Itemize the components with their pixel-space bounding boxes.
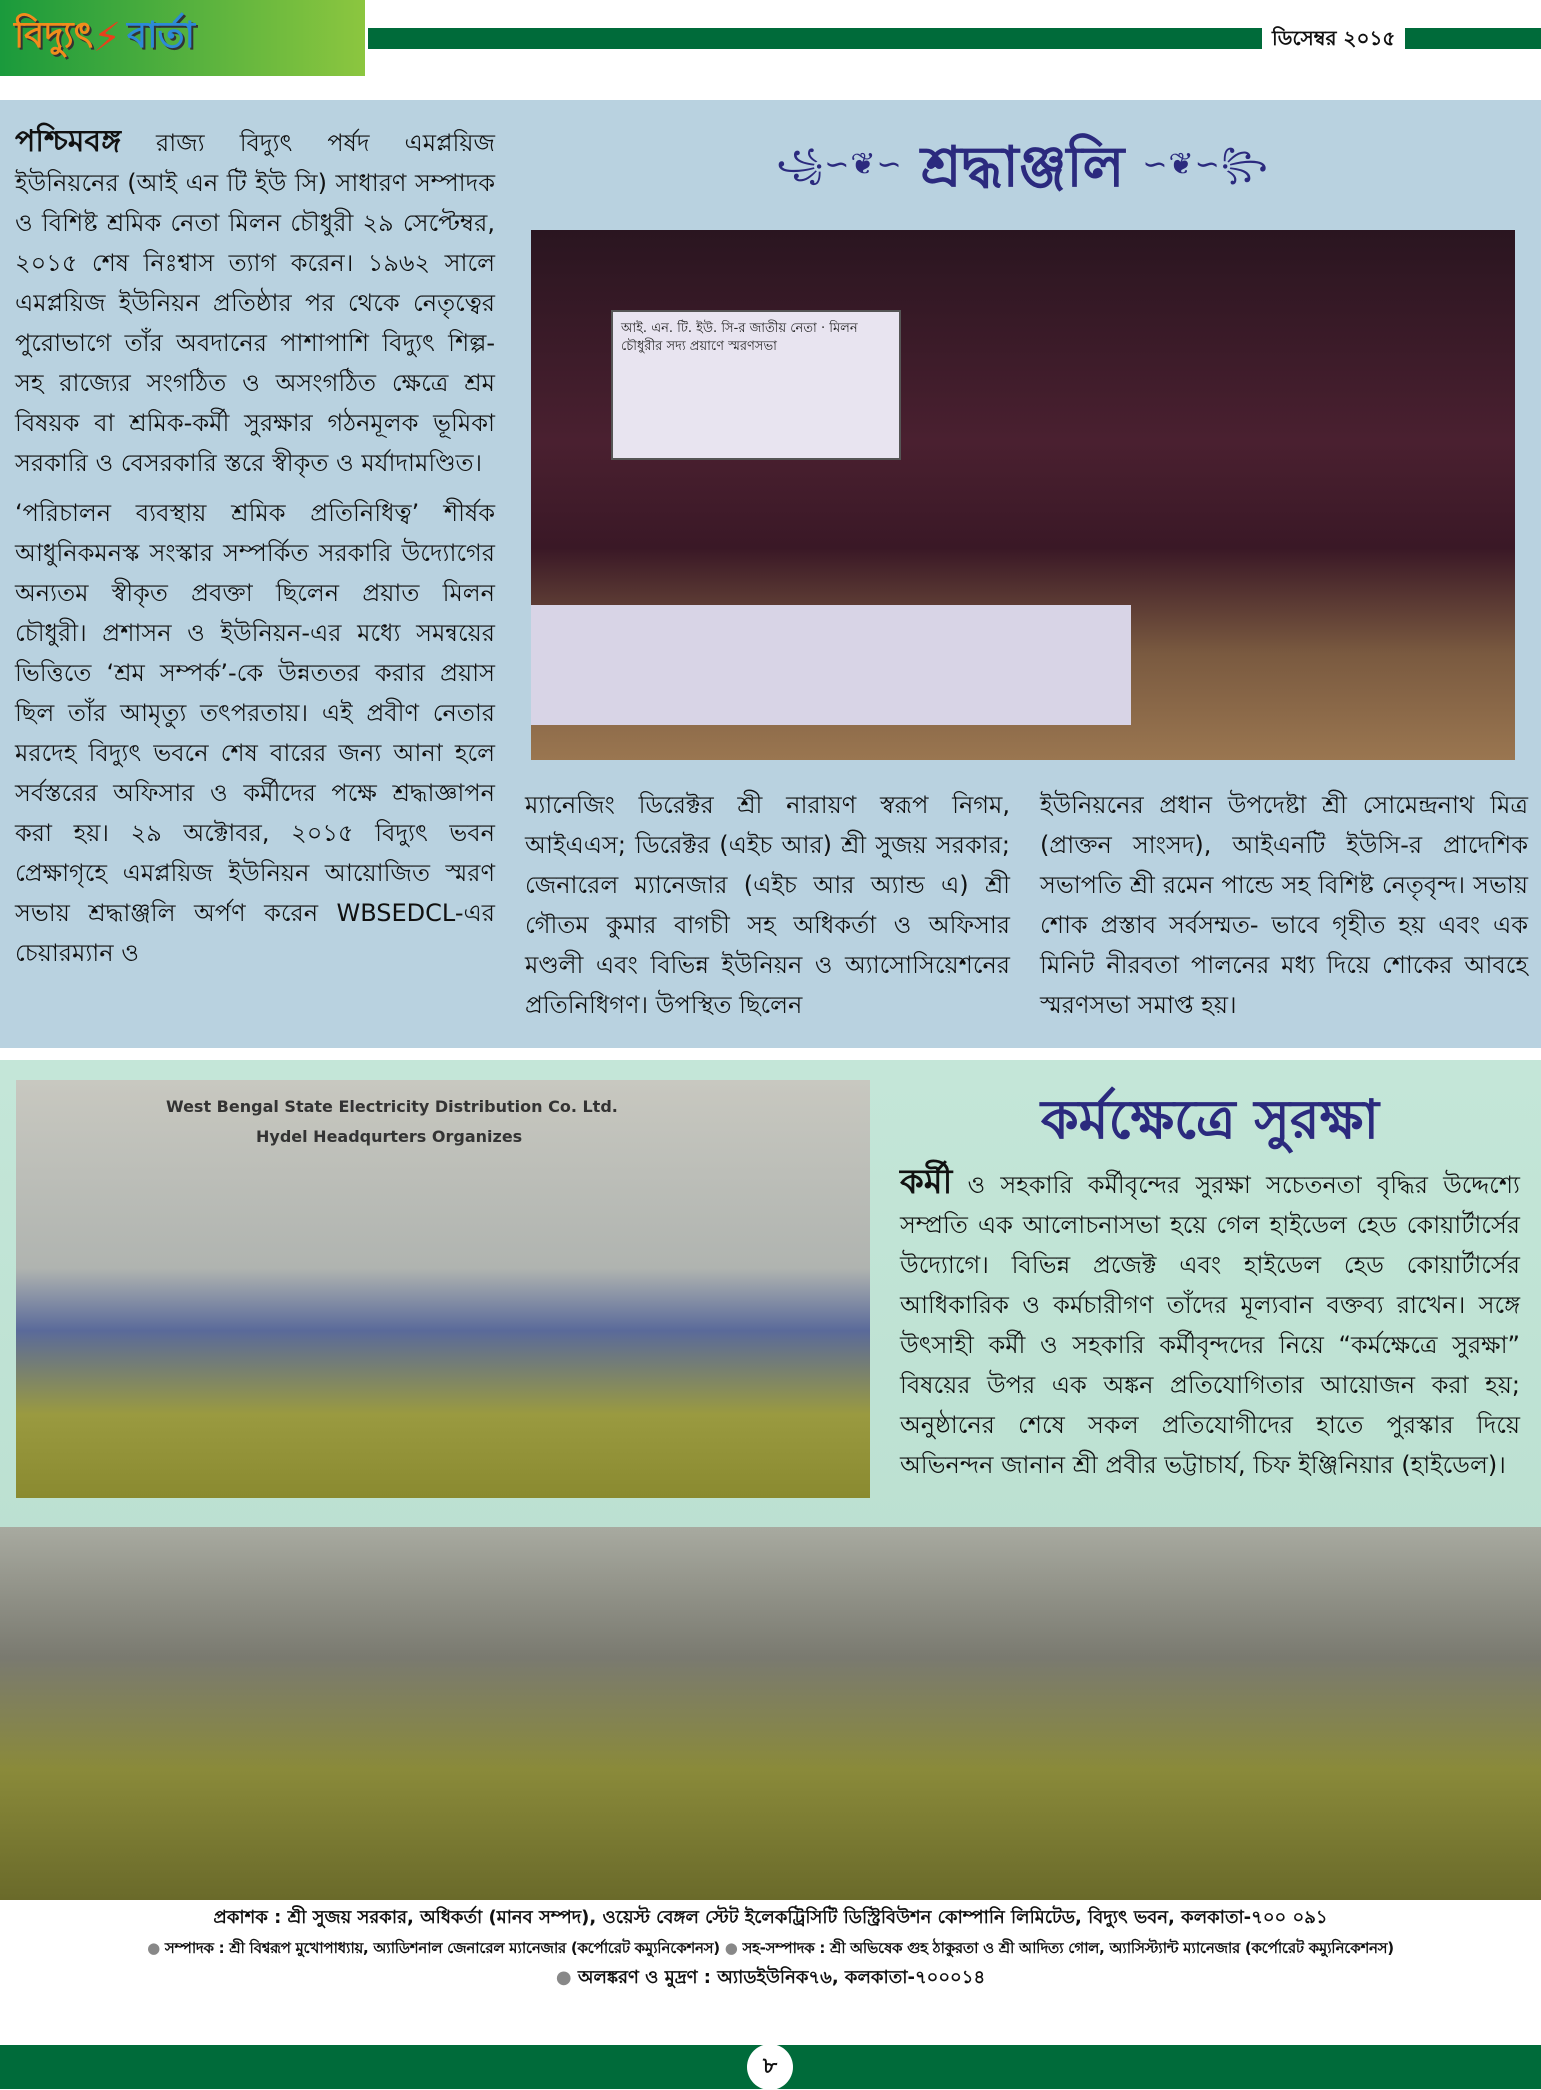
lead-word: কর্মী — [900, 1162, 953, 1202]
photo-banner: আই. এন. টি. ইউ. সি-র জাতীয় নেতা · মিলন চৌধুরীর সদ্য প্রয়াণে স্মরণসভা — [611, 310, 901, 460]
logo-text-left: বিদ্যুৎ — [14, 15, 93, 56]
paragraph-text: ও সহকারি কর্মীবৃন্দের সুরক্ষা সচেতনতা বৃদ্ধির উদ্দেশ্যে সম্প্রতি এক আলোচনাসভা হয়ে গেল হাইডেল হেড কোয়ার্টার্সের উদ্যোগে। বিভিন্ন প্রজেক্ট এবং হাইডেল হেড কোয়ার্টার্সের আধিকারিক ও কর্মচারীগণ তাঁদের মূল্যবান বক্তব্য রাখেন। সঙ্গে উৎসাহী কর্মী ও সহকারি কর্মীবৃন্দদের নিয়ে “কর্মক্ষেত্রে সুরক্ষা” বিষয়ের উপর এক অঙ্কন প্রতিযোগিতার আয়োজন করা হয়; অনুষ্ঠানের শেষে সকল প্রতিযোগীদের হাতে পুরস্কার দিয়ে অভিনন্দন জানান শ্রী প্রবীর ভট্টাচার্য, চিফ ইঞ্জিনিয়ার (হাইডেল)। — [900, 1171, 1520, 1479]
printer-line — [6, 1963, 1535, 1993]
safety-meeting-photo — [16, 1080, 870, 1498]
title-text: শ্রদ্ধাঞ্জলি — [920, 135, 1125, 200]
tribute-column-1 — [15, 122, 495, 983]
newsletter-logo — [0, 0, 365, 76]
editor-text: সম্পাদক : শ্রী বিশ্বরূপ মুখোপাধ্যায়, অ্যাডিশনাল জেনারেল ম্যানেজার (কর্পোরেট কম্যুনিকেশনস) — [164, 1939, 720, 1957]
bullet-icon: ● — [555, 1967, 572, 1988]
tribute-paragraph-1 — [15, 122, 495, 483]
lead-word: পশ্চিমবঙ্গ — [15, 124, 121, 159]
sign-line-2: Hydel Headqurters Organizes — [256, 1127, 523, 1146]
editors-line — [6, 1933, 1535, 1963]
memorial-meeting-photo — [531, 230, 1515, 760]
tribute-column-3: ইউনিয়নের প্রধান উপদেষ্টা শ্রী সোমেন্দ্রনাথ মিত্র (প্রাক্তন সাংসদ), আইএনটি ইউসি-র প্রাদেশিক সভাপতি শ্রী রমেন পান্ডে সহ বিশিষ্ট নেতৃবৃন্দ। সভায় শোক প্রস্তাব সর্বসম্মত- ভাবে গৃহীত হয় এবং এক মিনিট নীরবতা পালনের মধ্য দিয়ে শোকের আবহে স্মরণসভা সমাপ্ত হয়। — [1040, 791, 1528, 1019]
safety-title: কর্মক্ষেত্রে সুরক্ষা — [1040, 1088, 1380, 1151]
tribute-title — [530, 128, 1515, 214]
lightning-icon: ⚡ — [92, 15, 122, 61]
safety-article — [900, 1162, 1520, 1485]
ornament-left-icon: ꧁∽❦∽ — [776, 146, 903, 182]
sign-line-1: West Bengal State Electricity Distribution Co. Ltd. — [166, 1097, 618, 1116]
issue-date: ডিসেম্বর ২০১৫ — [1262, 20, 1405, 56]
publisher-line: প্রকাশক : শ্রী সুজয় সরকার, অধিকর্তা (মানব সম্পদ), ওয়েস্ট বেঙ্গল স্টেট ইলেকট্রিসিটি ডিস্ট্রিবিউশন কোম্পানি লিমিটেড, বিদ্যুৎ ভবন, কলকাতা-৭০০ ০৯১ — [213, 1907, 1328, 1928]
page-number: ৮ — [747, 2044, 793, 2090]
photo-table — [531, 605, 1131, 725]
photo-sign — [166, 1092, 726, 1152]
co-editor-text: সহ-সম্পাদক : শ্রী অভিষেক গুহ ঠাকুরতা ও শ্রী আদিত্য গোল, অ্যাসিস্ট্যান্ট ম্যানেজার (কর্পোরেট কম্যুনিকেশনস) — [742, 1939, 1394, 1957]
imprint — [0, 1903, 1541, 1993]
printer-text: অলঙ্করণ ও মুদ্রণ : অ্যাডইউনিক৭৬, কলকাতা-৭০০০১৪ — [577, 1967, 986, 1988]
tribute-paragraph-2: ‘পরিচালন ব্যবস্থায় শ্রমিক প্রতিনিধিত্ব’ শীর্ষক আধুনিকমনস্ক সংস্কার সম্পর্কিত সরকারি উদ্যোগের অন্যতম স্বীকৃত প্রবক্তা ছিলেন প্রয়াত মিলন চৌধুরী। প্রশাসন ও ইউনিয়ন-এর মধ্যে সমন্বয়ের ভিত্তিতে ‘শ্রম সম্পর্ক’-কে উন্নততর করার প্রয়াস ছিল তাঁর আমৃত্যু তৎপরতায়। এই প্রবীণ নেতার মরদেহ বিদ্যুৎ ভবনে শেষ বারের জন্য আনা হলে সর্বস্তরের অফিসার ও কর্মীদের পক্ষে শ্রদ্ধাজ্ঞাপন করা হয়। ২৯ অক্টোবর, ২০১৫ বিদ্যুৎ ভবন প্রেক্ষাগৃহে এমপ্লয়িজ ইউনিয়ন আয়োজিত স্মরণ সভায় শ্রদ্ধাঞ্জলি অর্পণ করেন WBSEDCL-এর চেয়ারম্যান ও — [15, 499, 495, 967]
bullet-icon: ● — [147, 1939, 160, 1957]
safety-group-photo — [0, 1527, 1541, 1900]
tribute-column-2: ম্যানেজিং ডিরেক্টর শ্রী নারায়ণ স্বরূপ নিগম, আইএএস; ডিরেক্টর (এইচ আর) শ্রী সুজয় সরকার; জেনারেল ম্যানেজার (এইচ আর অ্যান্ড এ) শ্রী গৌতম কুমার বাগচী সহ অধিকর্তা ও অফিসার মণ্ডলী এবং বিভিন্ন ইউনিয়ন ও অ্যাসোসিয়েশনের প্রতিনিধিগণ। উপস্থিত ছিলেন — [525, 791, 1010, 1019]
ornament-right-icon: ∽❦∽꧂ — [1142, 146, 1269, 182]
bullet-icon: ● — [724, 1939, 738, 1957]
logo-text-right: বার্তা — [127, 15, 195, 56]
paragraph-text: রাজ্য বিদ্যুৎ পর্ষদ এমপ্লয়িজ ইউনিয়নের (আই এন টি ইউ সি) সাধারণ সম্পাদক ও বিশিষ্ট শ্রমিক নেতা মিলন চৌধুরী ২৯ সেপ্টেম্বর, ২০১৫ শেষ নিঃশ্বাস ত্যাগ করেন। ১৯৬২ সালে এমপ্লয়িজ ইউনিয়ন প্রতিষ্ঠার পর থেকে নেতৃত্বের পুরোভাগে তাঁর অবদানের পাশাপাশি বিদ্যুৎ শিল্প-সহ রাজ্যের সংগঠিত ও অসংগঠিত ক্ষেত্রে শ্রম বিষয়ক বা শ্রমিক-কর্মী সুরক্ষার গঠনমূলক ভূমিকা সরকারি ও বেসরকারি স্তরে স্বীকৃত ও মর্যাদামণ্ডিত। — [15, 129, 495, 477]
